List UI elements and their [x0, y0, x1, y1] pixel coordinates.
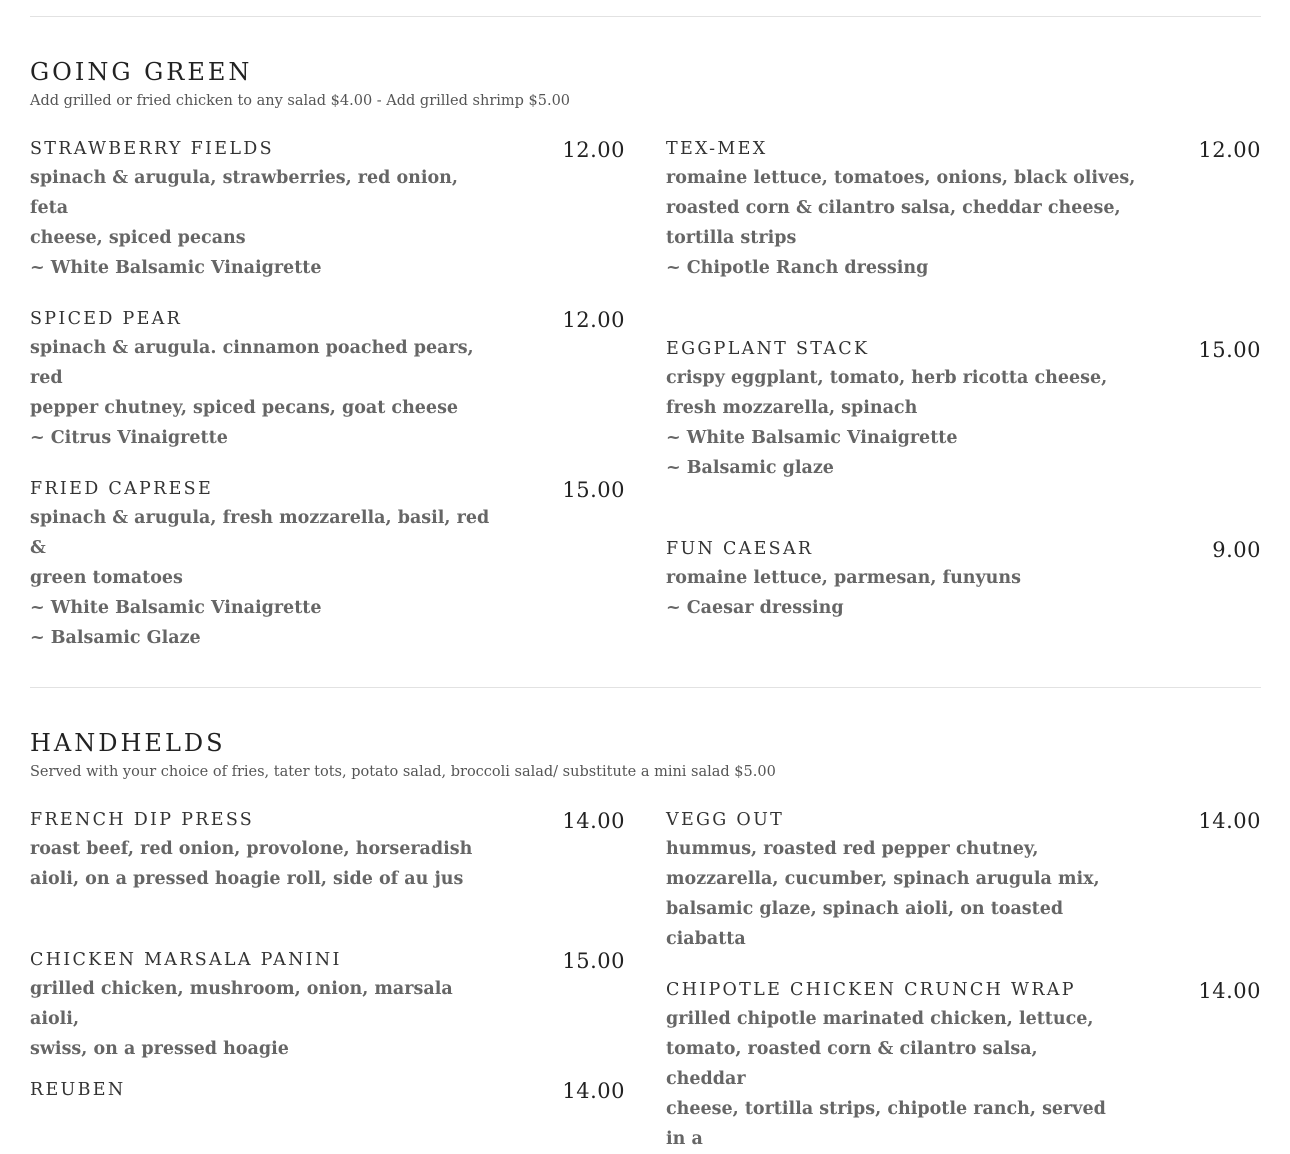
item-name: STRAWBERRY FIELDS [30, 139, 274, 159]
item-name: EGGPLANT STACK [666, 339, 870, 359]
item-price: 14.00 [1198, 979, 1261, 1003]
item-description: romaine lettuce, parmesan, funyuns ~ Caesar dressing [666, 568, 1021, 618]
item-description: romaine lettuce, tomatoes, onions, black olives, roasted corn & cilantro salsa, cheddar cheese, tortilla strips ~ Chipotle Ranch dressing [666, 168, 1136, 278]
item-price: 14.00 [562, 809, 625, 833]
item-description: grilled chipotle marinated chicken, lettuce, tomato, roasted corn & cilantro salsa, cheddar cheese, tortilla strips, chipotle ranch, served in a [666, 1009, 1106, 1149]
item-description: hummus, roasted red pepper chutney, mozzarella, cucumber, spinach arugula mix, balsamic glaze, spinach aioli, on toasted ciabatta [666, 839, 1100, 949]
item-price: 12.00 [1198, 138, 1261, 162]
item-description: spinach & arugula. cinnamon poached pears, red pepper chutney, spiced pecans, goat cheese ~ Citrus Vinaigrette [30, 338, 474, 448]
divider [30, 687, 1261, 688]
item-name: TEX-MEX [666, 139, 768, 159]
item-name: FRIED CAPRESE [30, 479, 214, 499]
item-price: 14.00 [1198, 809, 1261, 833]
item-name: CHICKEN MARSALA PANINI [30, 950, 342, 970]
item-description: roast beef, red onion, provolone, horseradish aioli, on a pressed hoagie roll, side of au jus [30, 839, 473, 889]
item-name: FRENCH DIP PRESS [30, 810, 255, 830]
item-price: 12.00 [562, 308, 625, 332]
item-price: 9.00 [1212, 538, 1261, 562]
item-name: SPICED PEAR [30, 309, 183, 329]
item-description: spinach & arugula, fresh mozzarella, basil, red & green tomatoes ~ White Balsamic Vinaigrette ~ Balsamic Glaze [30, 508, 490, 648]
item-name: REUBEN [30, 1080, 126, 1100]
item-name: VEGG OUT [666, 810, 785, 830]
item-name: CHIPOTLE CHICKEN CRUNCH WRAP [666, 980, 1076, 1000]
section-title: GOING GREEN [30, 58, 253, 86]
item-price: 15.00 [1198, 338, 1261, 362]
item-name: FUN CAESAR [666, 539, 814, 559]
item-description: grilled chicken, mushroom, onion, marsala aioli, swiss, on a pressed hoagie [30, 979, 453, 1059]
section-description: Add grilled or fried chicken to any salad $4.00 - Add grilled shrimp $5.00 [30, 93, 571, 109]
item-price: 15.00 [562, 949, 625, 973]
item-price: 15.00 [562, 478, 625, 502]
item-price: 12.00 [562, 138, 625, 162]
section-description: Served with your choice of fries, tater tots, potato salad, broccoli salad/ substitute a mini salad $5.00 [30, 764, 776, 780]
item-price: 14.00 [562, 1079, 625, 1103]
divider [30, 16, 1261, 17]
item-description: spinach & arugula, strawberries, red onion, feta cheese, spiced pecans ~ White Balsamic Vinaigrette [30, 168, 458, 278]
section-title: HANDHELDS [30, 729, 226, 757]
item-description: crispy eggplant, tomato, herb ricotta cheese, fresh mozzarella, spinach ~ White Balsamic Vinaigrette ~ Balsamic glaze [666, 368, 1108, 478]
